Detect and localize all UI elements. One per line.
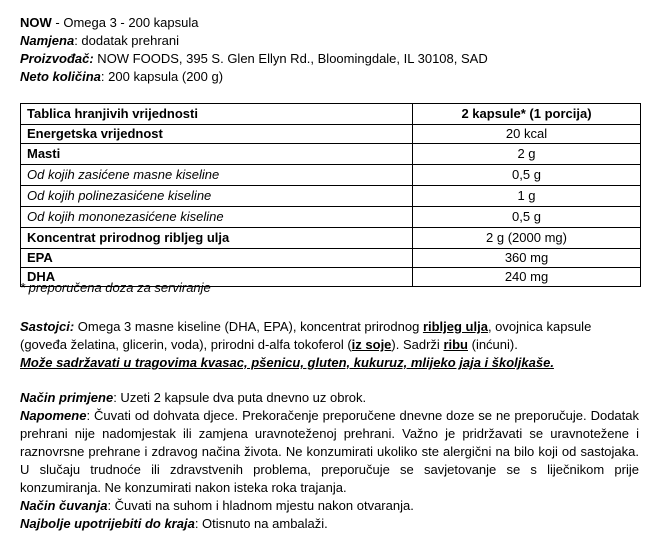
- row-label-dha: DHA: [21, 268, 413, 287]
- product-header: [20, 14, 639, 86]
- table-row: [21, 228, 641, 249]
- ingredients-text: [20, 318, 639, 354]
- row-label-polyunsaturated: Od kojih polinezasićene kiseline: [21, 186, 413, 207]
- table-header-label: Tablica hranjivih vrijednosti: [21, 104, 413, 125]
- allergen-warning: Može sadržavati u tragovima kvasac, pšenicu, gluten, kukuruz, mlijeko jaja i školjkaše.: [20, 355, 554, 370]
- notes-body: : Čuvati od dohvata djece. Prekoračenje preporučene dnevne doze se ne preporučuje. Dodatak prehrani nije nadomjestak ili zamjena uravnoteženoj prehrani. Važno je pridržavati se uravnotežene i raznovrsne prehrane i zdravog načina života. Ne konzumirati ukoliko ste alergični na bilo koji od sastojaka. U slučaju trudnoće ili zdravstvenih problema, preporučuje se savjetovanje se s liječnikom prije konzumiranja. Ne konzumirati nakon isteka roka trajanja.: [20, 408, 639, 495]
- usage-label: Način primjene: [20, 390, 114, 405]
- ingredients-part-3: ). Sadrži: [391, 337, 444, 352]
- brand-name: NOW: [20, 15, 52, 30]
- allergen-fish: ribu: [443, 337, 468, 352]
- storage-line: [20, 497, 639, 515]
- nutrition-table: [20, 103, 641, 287]
- ingredients-label: Sastojci:: [20, 319, 75, 334]
- best-before-text: : Otisnuto na ambalaži.: [194, 516, 328, 531]
- table-row: [21, 207, 641, 228]
- row-value-polyunsaturated: 1 g: [413, 186, 641, 207]
- storage-text: : Čuvati na suhom i hladnom mjestu nakon otvaranja.: [107, 498, 414, 513]
- namjena-label: Namjena: [20, 33, 75, 48]
- row-label-epa: EPA: [21, 249, 413, 268]
- row-label-monounsaturated: Od kojih mononezasićene kiseline: [21, 207, 413, 228]
- row-value-dha: 240 mg: [413, 268, 641, 287]
- table-row: [21, 165, 641, 186]
- proizvodac-line: [20, 50, 639, 68]
- row-value-epa: 360 mg: [413, 249, 641, 268]
- proizvodac-value: NOW FOODS, 395 S. Glen Ellyn Rd., Bloomingdale, IL 30108, SAD: [93, 51, 488, 66]
- table-row: [21, 186, 641, 207]
- notes-text: [20, 407, 639, 497]
- product-title: - Omega 3 - 200 kapsula: [51, 15, 199, 30]
- neto-value: : 200 kapsula (200 g): [100, 69, 224, 84]
- row-label-saturated: Od kojih zasićene masne kiseline: [21, 165, 413, 186]
- row-label-fat: Masti: [21, 144, 413, 165]
- table-row: [21, 125, 641, 144]
- neto-label: Neto količina: [20, 69, 101, 84]
- row-label-fish-oil: Koncentrat prirodnog ribljeg ulja: [21, 228, 413, 249]
- row-label-energy: Energetska vrijednost: [21, 125, 413, 144]
- usage-section: [20, 389, 639, 533]
- neto-line: [20, 68, 639, 86]
- ingredients-part-1: Omega 3 masne kiseline (DHA, EPA), koncentrat prirodnog: [74, 319, 423, 334]
- namjena-value: : dodatak prehrani: [74, 33, 179, 48]
- namjena-line: [20, 32, 639, 50]
- table-row: [21, 249, 641, 268]
- table-footnote: * preporučena doza za serviranje: [20, 280, 211, 295]
- row-value-energy: 20 kcal: [413, 125, 641, 144]
- row-value-monounsaturated: 0,5 g: [413, 207, 641, 228]
- row-value-fat: 2 g: [413, 144, 641, 165]
- notes-label: Napomene: [20, 408, 87, 423]
- usage-text: : Uzeti 2 kapsule dva puta dnevno uz obrok.: [113, 390, 367, 405]
- proizvodac-label: Proizvođač:: [20, 51, 94, 66]
- best-before-label: Najbolje upotrijebiti do kraja: [20, 516, 195, 531]
- row-value-saturated: 0,5 g: [413, 165, 641, 186]
- table-header-portion: 2 kapsule* (1 porcija): [413, 104, 641, 125]
- storage-label: Način čuvanja: [20, 498, 108, 513]
- best-before-line: [20, 515, 639, 533]
- usage-line: [20, 389, 639, 407]
- ingredients-part-2: , ovojnica kapsule (goveđa želatina, glicerin, voda), prirodni d-alfa tokoferol (: [20, 319, 592, 352]
- table-row: [21, 144, 641, 165]
- ingredients-section: [20, 318, 639, 372]
- ingredients-part-4: (inćuni).: [468, 337, 518, 352]
- allergen-fish-oil: ribljeg ulja: [422, 319, 488, 334]
- title-line: [20, 14, 639, 32]
- allergen-soy: iz soje: [351, 337, 392, 352]
- row-value-fish-oil: 2 g (2000 mg): [413, 228, 641, 249]
- table-header-row: [21, 104, 641, 125]
